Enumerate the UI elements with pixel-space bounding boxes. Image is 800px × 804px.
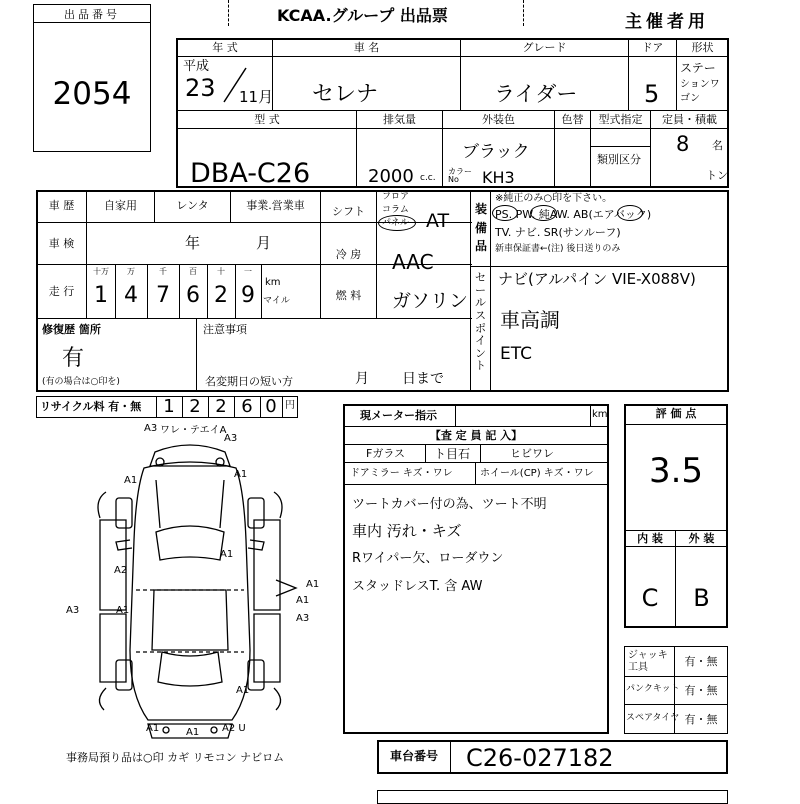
model-value: DBA-C26	[190, 158, 311, 189]
expiry-day: 日まで	[402, 371, 444, 387]
recycle-label: リサイクル料 有・無	[40, 400, 142, 413]
paint-label: 色替	[561, 113, 584, 126]
inspector-label: 【査 定 員 記 入】	[429, 429, 523, 442]
divider	[675, 531, 676, 627]
lot-number: 2054	[52, 76, 132, 112]
recycle-digits	[156, 397, 298, 417]
history-label: 車 歴	[48, 199, 75, 212]
damage-mark: A2	[114, 565, 128, 576]
damage-mark: ワレ・テエイA	[160, 425, 227, 436]
interior-label: 内 装	[637, 532, 663, 545]
damage-mark: A1	[186, 727, 200, 738]
displacement-value: 2000	[368, 166, 414, 187]
divider	[425, 445, 426, 462]
class-label: 類別区分	[597, 153, 641, 166]
mileage-digit: 7	[156, 283, 170, 308]
divider	[475, 463, 476, 484]
month-value: 11月	[239, 88, 274, 106]
damage-mark: A1	[296, 595, 310, 606]
lot-number-box	[33, 4, 151, 152]
equipment-note: ※純正のみ○印を下さい。	[495, 193, 613, 204]
color-no-label: カラー No	[448, 167, 472, 184]
damage-mark: A1	[220, 549, 234, 560]
expiry-month: 月	[355, 371, 369, 387]
history-option-rental: レンタ	[176, 199, 209, 212]
meter-km: km	[592, 409, 608, 420]
equipment-line1: PS. PW. 純AW. AB(エアバック)	[495, 208, 652, 221]
chassis-number: C26-027182	[466, 744, 614, 772]
body-line1: ステー	[680, 61, 716, 75]
mileage-digit: 2	[214, 283, 228, 308]
divider	[490, 266, 491, 391]
divider	[625, 546, 727, 547]
shift-circle	[378, 215, 416, 231]
recycle-digit: 2	[215, 396, 227, 417]
meter-label: 現メーター指示	[360, 409, 437, 422]
fuel-value: ガソリン	[392, 290, 469, 312]
ac-label: 冷 房	[335, 248, 362, 261]
exterior-grade: B	[693, 584, 710, 612]
divider	[590, 146, 650, 147]
inspection-note: Rワイパー欠、ローダウン	[352, 551, 504, 566]
shift-value: AT	[426, 210, 450, 232]
recycle-unit: 円	[285, 400, 295, 411]
body-line2: ションワゴン	[680, 79, 720, 104]
sales-point-line1: ナビ(アルパイン VIE-X088V)	[498, 270, 696, 288]
inspection-note: ツートカバー付の為、ツート不明	[352, 497, 547, 512]
equipment-label: 装備品	[475, 202, 488, 254]
capacity-label: 定員・積載	[662, 113, 717, 126]
divider	[625, 424, 727, 425]
divider	[590, 405, 591, 426]
recycle-digit: 1	[163, 396, 175, 417]
type-spec-label: 型式指定	[598, 113, 643, 126]
color-no-value: KH3	[482, 168, 515, 187]
rating-label: 評 価 点	[655, 407, 697, 420]
notice-label: 注意事項	[203, 323, 247, 336]
divider	[625, 530, 727, 531]
sales-points-label: セールスポイント	[475, 271, 486, 373]
damage-mark: A1	[236, 685, 250, 696]
recycle-digit: 0	[265, 396, 277, 417]
divider	[480, 445, 481, 462]
damage-mark: A3	[144, 423, 158, 434]
inspection-month: 月	[256, 234, 272, 252]
divider	[376, 191, 377, 319]
displacement-label: 排気量	[383, 113, 416, 126]
copy-type: 主催者用	[625, 12, 709, 32]
equipment-circle-ab	[617, 205, 643, 221]
shift-option-column: コラム	[382, 205, 409, 215]
doors-value: 5	[644, 80, 660, 108]
divider	[261, 265, 262, 318]
spare-tire-label: スペアタイヤ	[626, 713, 680, 723]
shift-option-floor: フロア	[382, 192, 410, 202]
damage-mark: A3	[296, 613, 310, 624]
divider	[344, 444, 608, 445]
doors-label: ドア	[641, 41, 664, 54]
damage-mark: A3	[224, 433, 238, 444]
digit-label-1: 一	[244, 267, 252, 276]
damage-mark: A1	[306, 579, 320, 590]
jack-value: 有・無	[684, 655, 718, 668]
divider	[177, 56, 728, 57]
grade-value: ライダー	[494, 82, 578, 106]
km-label: km	[265, 277, 281, 288]
repair-value: 有	[62, 346, 85, 371]
year-label: 年 式	[212, 41, 238, 54]
divider	[344, 426, 608, 427]
color-value: ブラック	[462, 142, 530, 162]
cc-unit: c.c.	[420, 173, 436, 183]
history-option-business: 事業.営業車	[246, 199, 305, 212]
digit-label-100k: 十万	[93, 267, 109, 276]
inspection-note: 車内 汚れ・キズ	[352, 522, 462, 540]
grade-label: グレード	[522, 41, 567, 54]
equipment-circle-pw	[530, 205, 557, 221]
bottom-box	[377, 790, 728, 804]
color-label: 外装色	[482, 113, 515, 126]
custody-note: 事務局預り品は○印 カギ リモコン ナビロム	[66, 751, 285, 764]
spare-tire-value: 有・無	[684, 713, 718, 726]
damage-mark: A1	[124, 475, 138, 486]
equipment-circle-ps	[492, 205, 518, 221]
exterior-label: 外 装	[688, 532, 715, 545]
divider	[37, 318, 472, 319]
history-option-private: 自家用	[104, 199, 137, 212]
damage-mark: A2 U	[222, 723, 246, 734]
mileage-odometer	[87, 265, 320, 318]
fuel-label: 燃 料	[335, 289, 362, 302]
repair-label: 修復歴 箇所	[42, 323, 101, 336]
divider	[177, 128, 728, 129]
digit-label-10: 十	[217, 267, 225, 276]
car-name: セレナ	[312, 82, 379, 107]
divider	[177, 110, 728, 111]
inspection-note: スタッドレスT. 含 AW	[352, 579, 483, 594]
digit-label-100: 百	[189, 267, 197, 276]
puncture-kit-value: 有・無	[684, 684, 718, 697]
ton-unit: トン	[706, 169, 728, 182]
sales-point-line2: 車高調	[500, 308, 560, 332]
recycle-digit: 2	[189, 396, 201, 417]
mile-label: マイル	[263, 296, 290, 306]
divider	[471, 266, 728, 267]
glass-crack: ヒビワレ	[510, 447, 554, 460]
shift-option-panel: パネル	[382, 218, 410, 228]
expiry-label: 名変期日の短い方	[205, 375, 293, 388]
car-diagram	[60, 420, 320, 750]
shift-label: シフト	[332, 205, 365, 218]
form-title: KCAA.グループ 出品票	[277, 6, 448, 25]
year-era: 平成	[183, 59, 210, 74]
inspection-year: 年	[185, 234, 201, 252]
name-label: 車 名	[353, 41, 380, 54]
sales-point-line3: ETC	[500, 344, 532, 364]
model-label: 型 式	[254, 113, 280, 126]
year-value: 23	[185, 74, 216, 102]
digit-label-1k: 千	[159, 267, 167, 276]
mirror-label: ドアミラー キズ・ワレ	[350, 468, 453, 479]
mileage-digit: 1	[94, 283, 108, 308]
equipment-line3: 新車保証書←(注) 後日送りのみ	[495, 244, 621, 254]
damage-mark: A1	[234, 469, 248, 480]
divider	[625, 676, 727, 677]
mileage-digit: 9	[241, 283, 255, 308]
digit-label-10k: 万	[127, 267, 135, 276]
divider	[470, 191, 471, 391]
glass-value: ト目石	[434, 447, 471, 461]
repair-note: (有の場合は○印を)	[42, 377, 120, 387]
mileage-label: 走 行	[48, 285, 75, 298]
glass-label: Fガラス	[366, 447, 405, 460]
mileage-digit: 6	[186, 283, 200, 308]
body-label: 形状	[691, 41, 714, 54]
divider	[490, 191, 491, 266]
puncture-kit-label: パンクキット	[626, 684, 680, 694]
interior-grade: C	[641, 584, 659, 612]
divider	[344, 462, 608, 463]
damage-mark: A1	[116, 605, 130, 616]
capacity-unit: 名	[712, 139, 723, 152]
recycle-digit: 6	[241, 396, 253, 417]
chassis-label: 車台番号	[389, 749, 438, 763]
lot-number-label: 出品番号	[64, 8, 120, 21]
divider	[450, 741, 451, 773]
divider	[625, 704, 727, 705]
divider	[196, 319, 197, 391]
mileage-digit: 4	[124, 283, 138, 308]
wheel-label: ホイール(CP) キズ・ワレ	[480, 468, 594, 479]
divider	[344, 484, 608, 485]
inspection-label: 車 検	[48, 237, 75, 250]
divider	[455, 405, 456, 426]
damage-mark: A1	[146, 723, 160, 734]
rating-score: 3.5	[648, 451, 704, 491]
ac-value: AAC	[392, 250, 434, 274]
equipment-line2: TV. ナビ. SR(サンルーフ)	[495, 226, 621, 239]
jack-label: ジャッキ 工具	[628, 650, 668, 673]
damage-mark: A3	[66, 605, 80, 616]
capacity-value: 8	[676, 132, 690, 156]
